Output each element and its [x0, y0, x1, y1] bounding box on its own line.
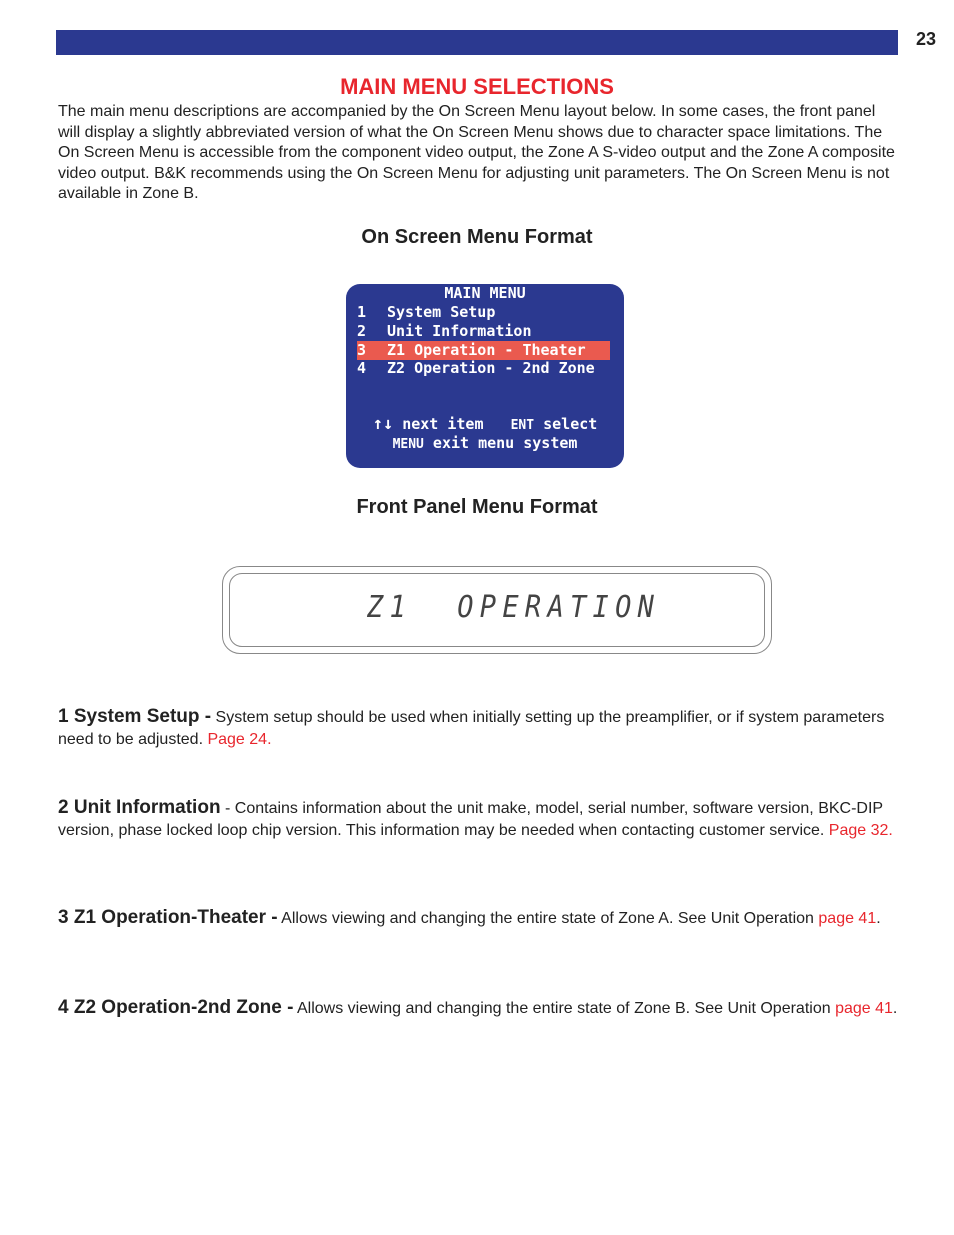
intro-paragraph: The main menu descriptions are accompanied by the On Screen Menu layout below. In some cases, the front panel will display a slightly abbreviated version of what the On Screen Menu shows due to character space limitations. The On Screen Menu is accessible from the component video output, the Zone A S-video output and the Zone A composite video output. B&K recommends using the On Screen Menu for adjusting unit parameters. The On Screen Menu is not available in Zone B.	[58, 103, 895, 203]
item-trailing: .	[892, 1000, 898, 1017]
item-heading: 2 Unit Information	[58, 797, 221, 818]
page-reference-link[interactable]: page 41	[835, 1000, 893, 1017]
osd-menu-item-selected	[357, 341, 610, 360]
osd-menu-title: MAIN MENU	[444, 284, 526, 302]
menu-item-description	[58, 797, 898, 841]
osd-section-heading: On Screen Menu Format	[361, 226, 593, 248]
osd-footer-navigation	[346, 415, 624, 434]
page-reference-link[interactable]: page 41	[818, 910, 877, 927]
osd-next-item-text: next item	[402, 415, 484, 433]
osd-menu-item	[357, 359, 595, 378]
header-bar	[56, 30, 898, 55]
osd-select-text: select	[543, 415, 598, 433]
item-text: System setup should be used when initially setting up the preamplifier, or if system parameters need to be adjusted.	[58, 709, 885, 748]
front-panel-section-heading: Front Panel Menu Format	[356, 496, 598, 518]
menu-item-description	[58, 997, 898, 1020]
menu-item-description	[58, 706, 898, 750]
page-number: 23	[915, 29, 937, 49]
osd-item-number: 3	[357, 341, 367, 359]
osd-item-label: Z2 Operation - 2nd Zone	[387, 359, 595, 377]
osd-exit-text: exit menu system	[432, 434, 578, 452]
osd-item-number: 1	[357, 303, 367, 321]
page-title: MAIN MENU SELECTIONS	[340, 74, 614, 99]
osd-item-number: 2	[357, 322, 367, 340]
item-text: - Contains information about the unit make, model, serial number, software version, BKC-DIP version, phase locked loop chip version. This information may be needed when contacting customer service.	[58, 800, 883, 839]
page-reference-link[interactable]: Page 32.	[828, 821, 893, 839]
item-text: Allows viewing and changing the entire state of Zone B. See Unit Operation	[293, 1000, 836, 1017]
item-trailing: .	[876, 910, 881, 927]
osd-footer-exit	[346, 434, 624, 453]
page-reference-link[interactable]: Page 24.	[207, 730, 272, 748]
up-down-arrows-icon: ↑↓	[372, 414, 394, 434]
osd-item-label: Unit Information	[387, 322, 532, 340]
menu-item-description	[58, 907, 898, 930]
on-screen-menu	[346, 284, 624, 468]
osd-item-number: 4	[357, 359, 367, 377]
front-panel-display	[222, 566, 772, 654]
osd-ent-key: ENT	[510, 418, 535, 433]
item-heading: 4 Z2 Operation-2nd Zone -	[58, 997, 294, 1018]
front-panel-display-text: Z1 OPERATION	[367, 590, 661, 625]
osd-menu-item	[357, 322, 532, 341]
osd-item-label: System Setup	[387, 303, 496, 321]
item-heading: 1 System Setup -	[58, 706, 212, 727]
osd-menu-key: MENU	[392, 437, 424, 452]
osd-menu-item	[357, 303, 495, 322]
osd-item-label: Z1 Operation - Theater	[387, 341, 586, 359]
item-text: Allows viewing and changing the entire state of Zone A. See Unit Operation	[277, 910, 819, 927]
item-heading: 3 Z1 Operation-Theater -	[58, 907, 278, 928]
